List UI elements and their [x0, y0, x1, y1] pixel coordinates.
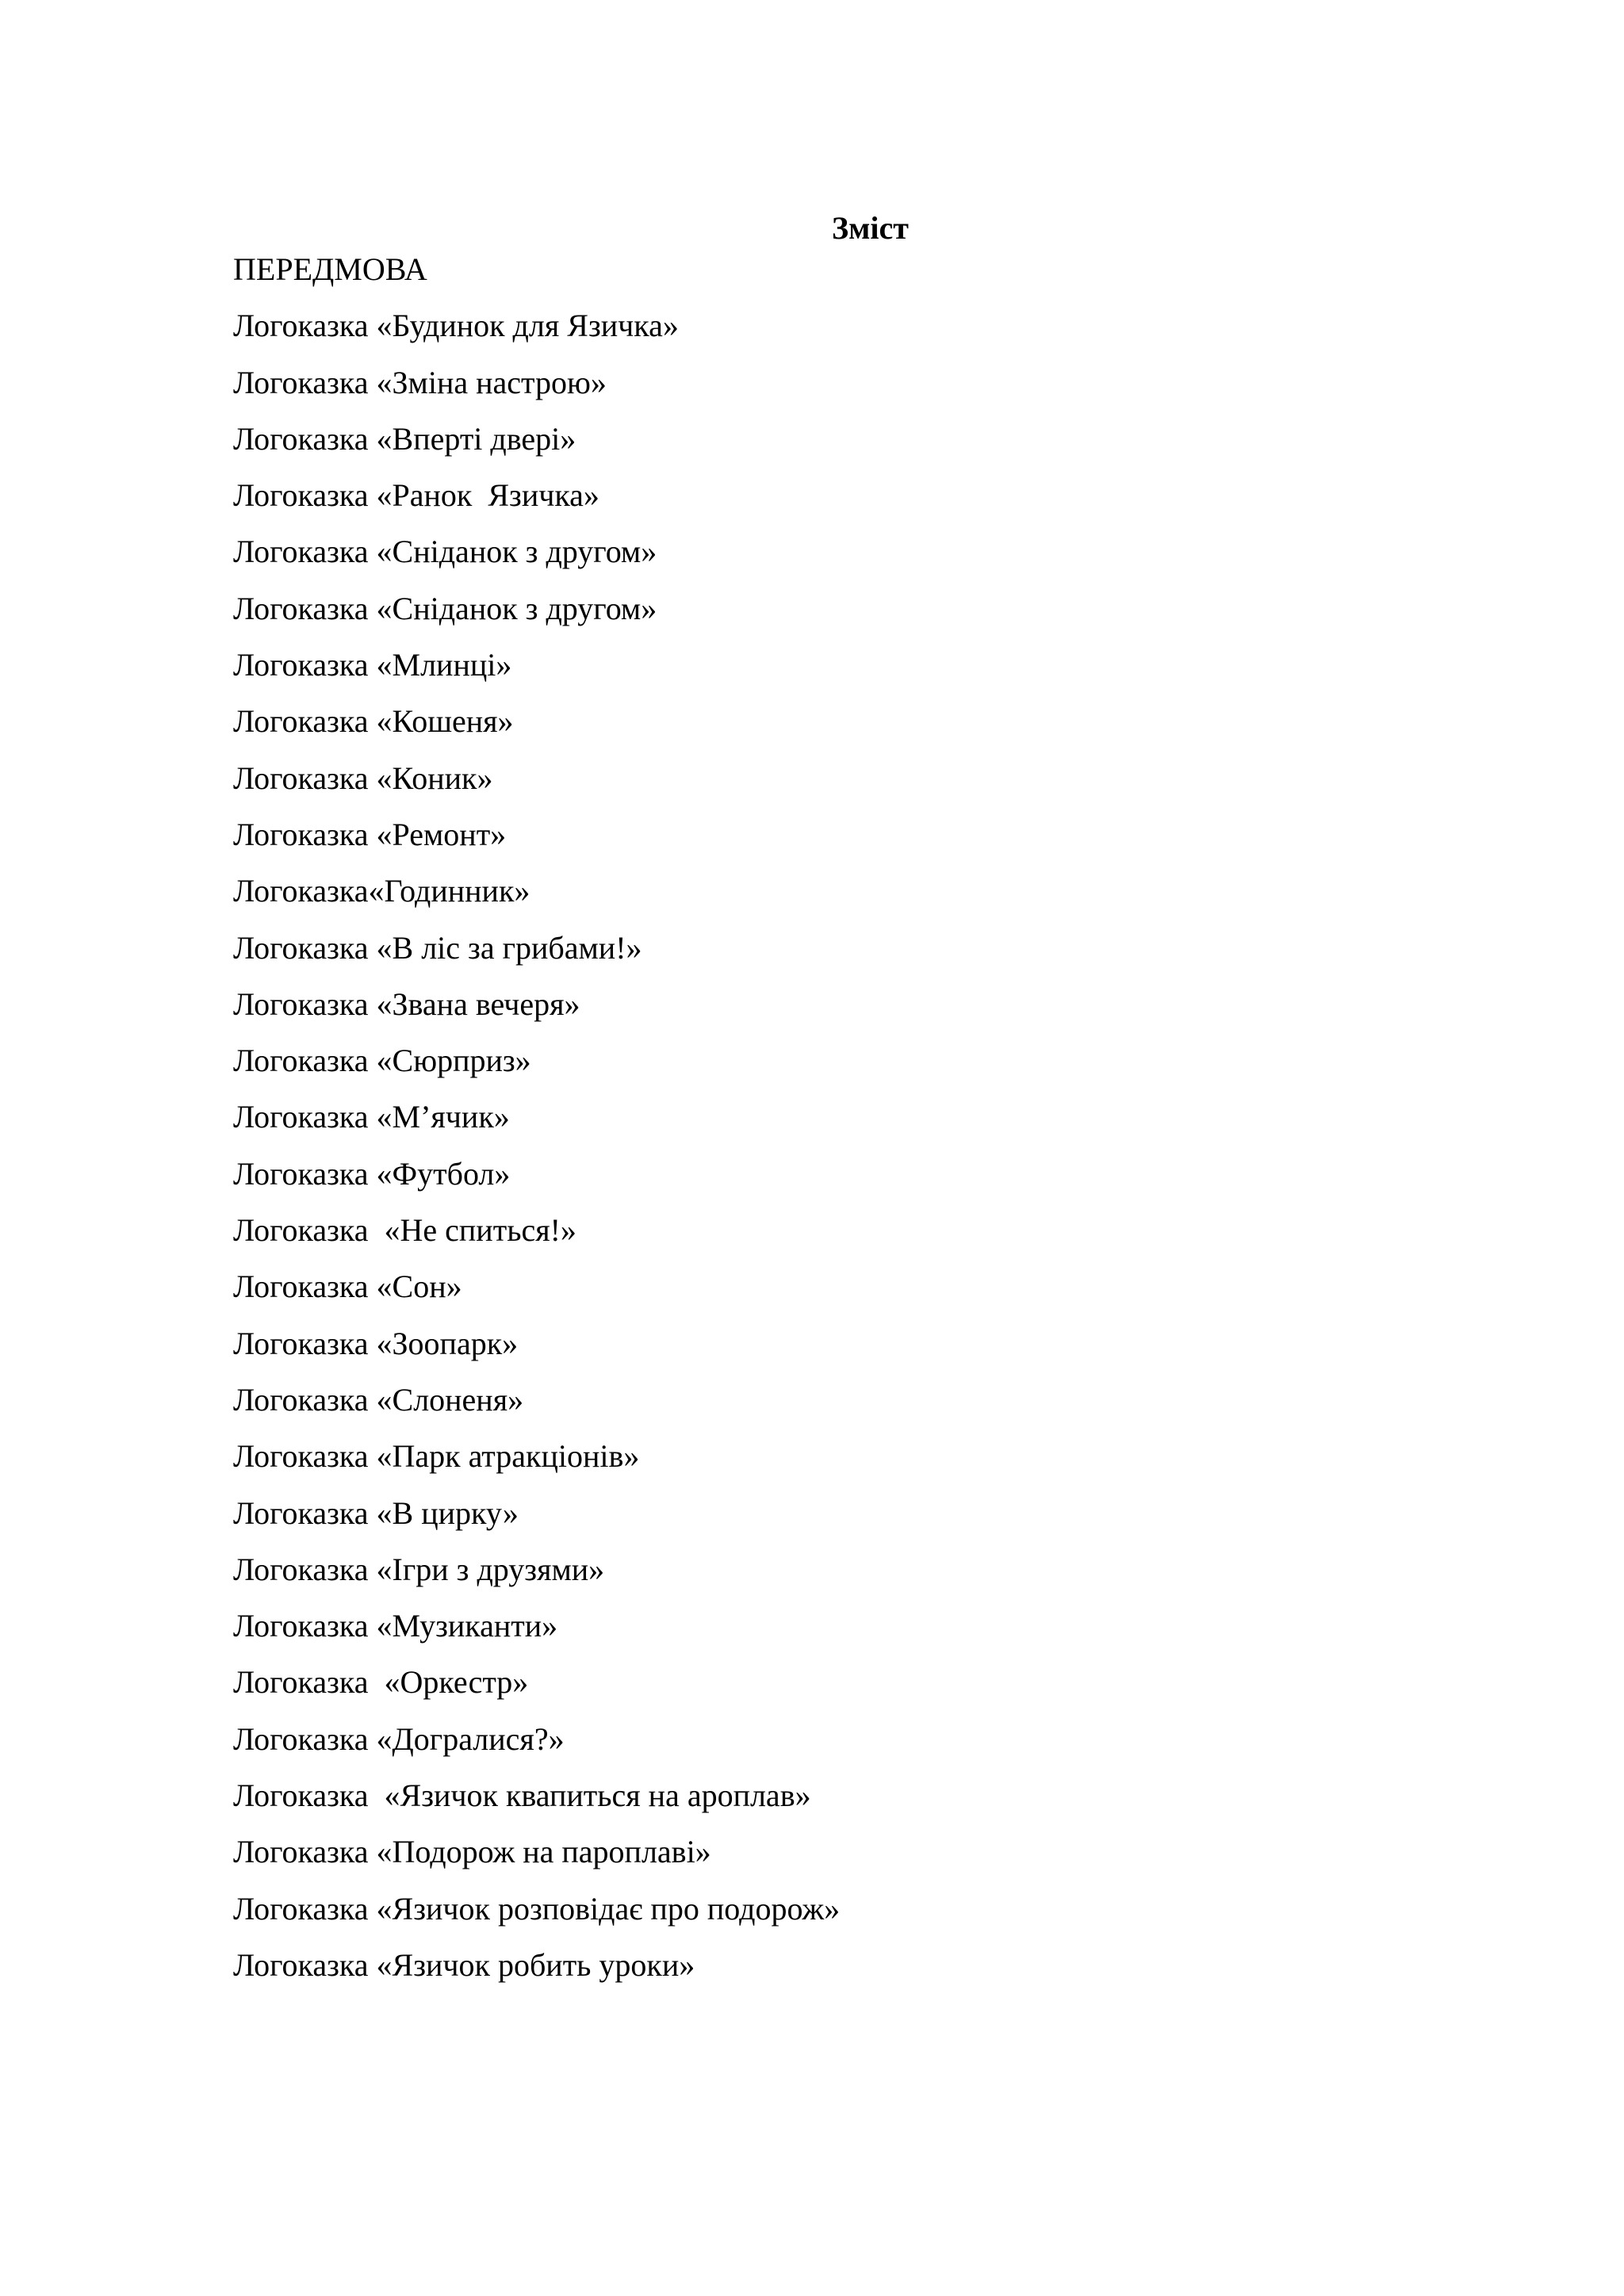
toc-item: Логоказка «Сюрприз»	[233, 1043, 531, 1079]
toc-item: Логоказка «Сніданок з другом»	[233, 534, 657, 570]
toc-item: Логоказка «Футбол»	[233, 1155, 511, 1192]
toc-item: Логоказка «Коник»	[233, 760, 493, 796]
toc-item: Логоказка «Звана вечеря»	[233, 985, 580, 1022]
toc-item: Логоказка «Ранок Язичка»	[233, 477, 599, 514]
toc-item: Логоказка «Будинок для Язичка»	[233, 308, 679, 344]
toc-item: Логоказка «В цирку»	[233, 1494, 519, 1531]
toc-item: Логоказка«Годинник»	[233, 873, 530, 909]
toc-item-preface: ПЕРЕДМОВА	[233, 251, 427, 287]
toc-item: Логоказка «Язичок розповідає про подорож»	[233, 1890, 841, 1927]
toc-item: Логоказка «Подорож на пароплаві»	[233, 1834, 711, 1870]
toc-item: Логоказка «Млинці»	[233, 647, 512, 683]
toc-item: Логоказка «Кошеня»	[233, 703, 514, 740]
toc-item: Логоказка «Парк атракціонів»	[233, 1438, 640, 1475]
toc-item: Логоказка «Ігри з друзями»	[233, 1551, 605, 1587]
toc-item: Логоказка «Вперті двері»	[233, 420, 576, 457]
toc-item: Логоказка «Ремонт»	[233, 816, 507, 852]
toc-item: Логоказка «М’ячик»	[233, 1099, 510, 1135]
toc-item: Логоказка «Оркестр»	[233, 1664, 529, 1701]
toc-item: Логоказка «Слоненя»	[233, 1381, 524, 1418]
toc-item: Логоказка «Не спиться!»	[233, 1212, 576, 1249]
toc-item: Логоказка «Сніданок з другом»	[233, 590, 657, 626]
toc-title: Зміст	[832, 210, 909, 246]
toc-item: Логоказка «Зміна настрою»	[233, 364, 607, 400]
toc-item: Логоказка «Зоопарк»	[233, 1325, 519, 1361]
toc-item: Логоказка «В ліс за грибами!»	[233, 929, 642, 966]
toc-item: Логоказка «Язичок квапиться на ароплав»	[233, 1777, 811, 1814]
toc-list	[233, 249, 840, 2001]
toc-item: Логоказка «Сон»	[233, 1269, 462, 1305]
toc-item: Логоказка «Музиканти»	[233, 1608, 558, 1644]
toc-item: Логоказка «Догралися?»	[233, 1720, 565, 1757]
toc-item: Логоказка «Язичок робить уроки»	[233, 1946, 695, 1983]
